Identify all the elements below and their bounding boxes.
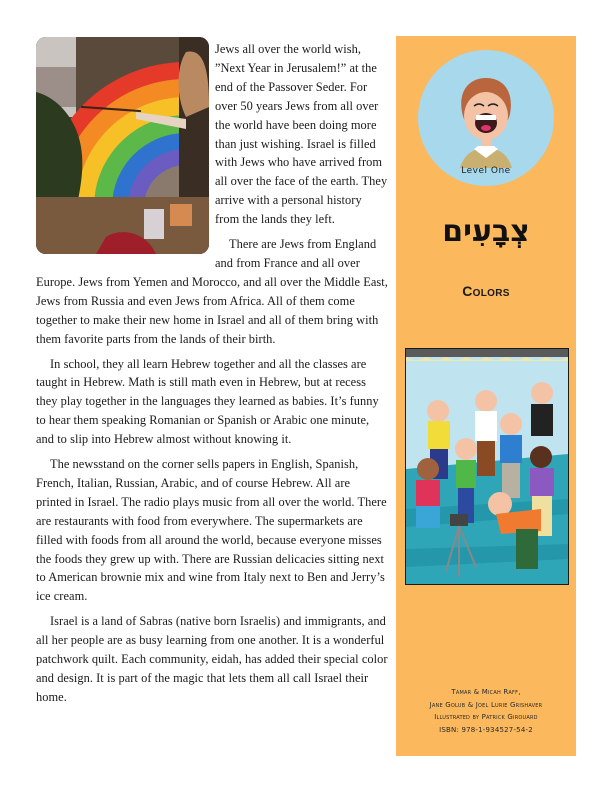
article-body xyxy=(36,40,388,713)
hebrew-title: צְבָעִים xyxy=(442,214,530,249)
credit-line: Illustrated by Patrick Girouard xyxy=(434,713,538,721)
paragraph: In school, they all learn Hebrew together and all the classes are taught in Hebrew. Math is still math even in Hebrew, but at recess they play together in the languages they learned as babies. It’s funny to hear them speaking Romanian or Spanish or Arabic one minute, and to slip into Hebrew almost without knowing it. xyxy=(36,356,379,447)
photo-spacer xyxy=(36,40,215,270)
level-badge xyxy=(418,50,554,186)
credit-line: Jane Golub & Joel Lurie Grishaver xyxy=(429,700,543,709)
children-illustration-art xyxy=(406,349,568,584)
sidebar-panel xyxy=(396,36,576,756)
level-label: Level One xyxy=(461,166,511,176)
credit-line: Tamar & Micah Raff, xyxy=(451,688,521,696)
english-title: Colors xyxy=(462,283,510,299)
paragraph: The newsstand on the corner sells papers in English, Spanish, French, Italian, Russian, Arabic, and of course Hebrew. All are printed in Israel. The radio plays music from all over the world. There are restaurants with food from everywhere. The supermarkets are filled with foods from all around the world, because everyone misses the foods they grew up with. There are Russian delicacies sitting next to American brownie mix and wine from Italy next to Ben and Jerry’s ice cream. xyxy=(36,457,387,604)
paragraph: Jews all over the world wish, ”Next Year in Jerusalem!” at the end of the Passover Seder. For over 50 years Jews from all over the world have been doing more than just wishing. Israel is filled with Jews who have arrived from all over the face of the earth. They arrive with a personal history from the lands they left. xyxy=(215,42,388,227)
credits xyxy=(396,686,576,736)
paragraph: There are Jews from England and from France and all over Europe. Jews from Yemen and Morocco, and all over the Middle East, Jews from Russia and even Jews from Africa. All of them come together to make their new home in Israel and all of them bring with them favorite parts from the lands of their birth. xyxy=(36,237,388,346)
children-illustration xyxy=(405,348,569,585)
paragraph: Israel is a land of Sabras (native born Israelis) and immigrants, and all her people are as busy learning from one another. It is a wonderful patchwork quilt. Each community, eidah, has added their special color and design. It is part of the magic that lets them all call Israel their home. xyxy=(36,614,388,704)
isbn: ISBN: 978-1-934527-54-2 xyxy=(439,725,533,734)
